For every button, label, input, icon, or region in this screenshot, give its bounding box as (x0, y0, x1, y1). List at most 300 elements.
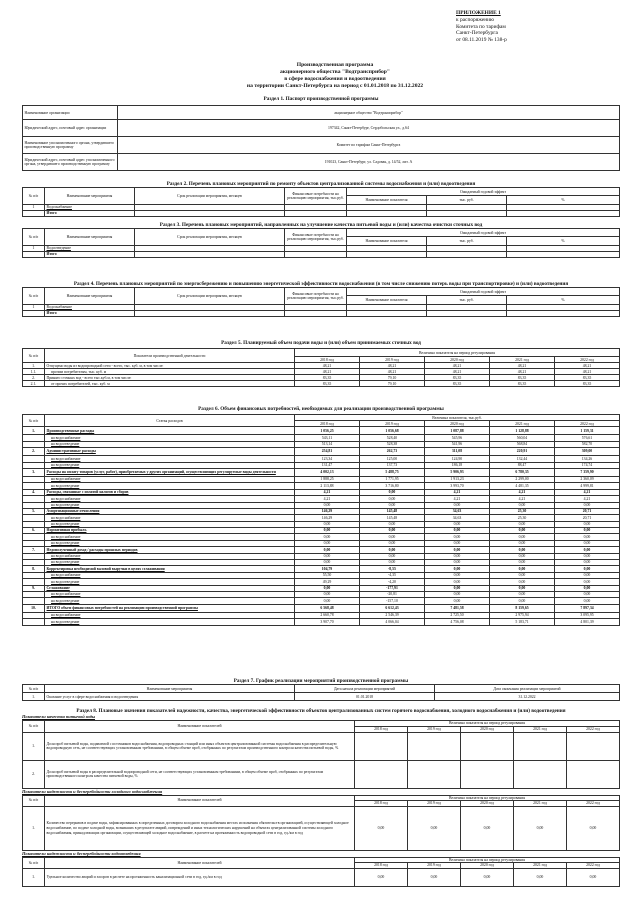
row-value: 2 113,88 (295, 483, 360, 489)
year-header: 2021 год (514, 801, 567, 807)
row-value: 0,00 (425, 598, 490, 604)
row-value: 0,00 (490, 540, 555, 546)
row-value: 0,00 (360, 540, 425, 546)
row-value: 4 801,39 (555, 619, 620, 625)
row-value: 568,84 (490, 441, 555, 447)
row-value: 0,00 (555, 598, 620, 604)
row-value: 25,30 (490, 515, 555, 521)
row-value: 2 299,00 (490, 476, 555, 482)
row-name: Административные расходы (45, 448, 295, 456)
year-header: 2019 год (408, 863, 461, 869)
row-num: 10. (23, 604, 45, 612)
year-header: 2019 год (360, 357, 425, 363)
row-value: 528,40 (360, 435, 425, 441)
row-value: 48,21 (425, 363, 490, 369)
row-value: 262,73 (360, 448, 425, 456)
row-value (567, 760, 620, 788)
row-name: на водоотведение (45, 483, 295, 489)
row-value: -4,35 (360, 572, 425, 578)
row-name: на водоотведение (45, 579, 295, 585)
header-effect: Ожидаемый годовой эффект (347, 188, 620, 196)
header-period: Срок реализации мероприятия, месяцев (135, 188, 285, 205)
row-value: 123,34 (295, 456, 360, 462)
row-value: 0,00 (555, 528, 620, 534)
row-value: 48,21 (360, 363, 425, 369)
row-value: 0,00 (425, 521, 490, 527)
year-header: 2020 год (425, 357, 490, 363)
row-value: 0,00 (408, 868, 461, 886)
row-value: 132,44 (490, 456, 555, 462)
row-value (355, 732, 408, 760)
row-name: Расходы на оплату товаров (услуг, работ), приобретаемых у других организаций, осуществляющих регулируемые виды деятельности (45, 468, 295, 476)
year-header: 2022 год (567, 863, 620, 869)
row-name: Принято сточных вод - всего тыс.куб.м, в том числе: (45, 375, 295, 381)
passport-row (23, 120, 620, 137)
row-name: на водоотведение (45, 598, 295, 604)
row-name: Сглаживание (45, 585, 295, 591)
row-value (514, 732, 567, 760)
row-value: 7 481,58 (425, 604, 490, 612)
row-rub (427, 311, 507, 317)
row-value: 49,29 (295, 579, 360, 585)
row-value: 6 612,43 (360, 604, 425, 612)
header-name: Наименование мероприятия (45, 188, 135, 205)
row-period (135, 211, 285, 217)
row-value: 0,00 (567, 806, 620, 850)
year-header: 2022 год (555, 357, 620, 363)
row-name: Итого (45, 252, 135, 258)
row-period (135, 252, 285, 258)
row-value: 0,00 (555, 553, 620, 559)
row-value: 0,00 (555, 547, 620, 553)
row-value: 0,00 (555, 585, 620, 591)
row-value: 1 913,23 (425, 476, 490, 482)
row-num: 5. (23, 508, 45, 514)
row-value: 3 095,95 (555, 612, 620, 618)
row-value: 20,71 (555, 508, 620, 514)
header-num: № п/п (23, 349, 45, 363)
section-indicators (22, 708, 620, 887)
row-value: 0,00 (360, 528, 425, 534)
indicator-row (23, 760, 620, 788)
row-num: 1 (23, 205, 45, 211)
header-name: Наименование показателей (45, 795, 355, 806)
schedule-row (23, 693, 620, 701)
section-energy-measures (22, 281, 620, 317)
row-name: Удельное количество аварий и засоров в расчете на протяженность канализационной сети в год, ед./км в год (45, 868, 355, 886)
row-value: 2 546,39 (360, 612, 425, 618)
row-value: 0,00 (490, 579, 555, 585)
row-value: 545,96 (425, 435, 490, 441)
row-value: 0,00 (514, 806, 567, 850)
row-value: 5 906,93 (425, 468, 490, 476)
row-name: Итого (45, 311, 135, 317)
row-value: 7 897,34 (555, 604, 620, 612)
row-num: 2. (23, 375, 45, 381)
row-value: 134,26 (555, 456, 620, 462)
header-name: Наименование мероприятия (45, 229, 135, 246)
passport-value: акционерное общество "Водтрансприбор" (118, 106, 620, 120)
row-num: 1. (23, 732, 45, 760)
row-value: 2 660,78 (295, 612, 360, 618)
row-value: 0,00 (360, 521, 425, 527)
row-value (514, 760, 567, 788)
row-value: 0,00 (490, 566, 555, 572)
row-value: 0,00 (425, 579, 490, 585)
header-values: Величина показателя на период регулирования (355, 795, 620, 801)
header-values: Величина показателя на период регулирования (295, 349, 620, 357)
year-header: 2018 год (295, 421, 360, 427)
row-value: 1 888,25 (295, 476, 360, 482)
year-header: 2022 год (555, 421, 620, 427)
header-name: Наименование показателей (45, 857, 355, 868)
row-num (23, 619, 45, 625)
row-name: Корректировка необходимой валовой выручки в целях сглаживания (45, 566, 295, 572)
passport-label: Наименование уполномоченного органа, утвердившего производственную программу (23, 137, 118, 154)
title-line: в сфере водоснабжения и водоотведения (284, 76, 386, 82)
section-finance (22, 406, 620, 626)
section-heading: Раздел 7. График реализации мероприятий производственной программы (233, 678, 409, 684)
row-value (567, 732, 620, 760)
row-name: на водоснабжение (45, 456, 295, 462)
row-name: Итого (45, 211, 135, 217)
row-name: на водоотведение (45, 619, 295, 625)
row-value: 48,21 (490, 363, 555, 369)
year-header: 2019 год (408, 727, 461, 733)
row-num: 4. (23, 489, 45, 495)
indicator-group-title: Показатели надежности и бесперебойности водоотведения (22, 850, 141, 856)
row-value: 0,00 (555, 560, 620, 566)
row-value: 48,21 (295, 363, 360, 369)
row-num: 1. (23, 427, 45, 435)
row-value: 0,00 (295, 502, 360, 508)
year-header: 2020 год (425, 421, 490, 427)
row-value: 0,00 (425, 566, 490, 572)
measure-row (23, 252, 620, 258)
row-value: 0,00 (555, 579, 620, 585)
row-value (355, 760, 408, 788)
row-value (461, 732, 514, 760)
row-name: на водоснабжение (45, 515, 295, 521)
row-value: 137,73 (360, 462, 425, 468)
header-indicator: Наименование показателя (347, 196, 427, 205)
row-value: 34,63 (425, 508, 490, 514)
row-name: Амортизационные отчисления (45, 508, 295, 514)
row-value: 0,00 (425, 547, 490, 553)
row-value: 0,00 (360, 560, 425, 566)
header-effect: Ожидаемый годовой эффект (347, 288, 620, 296)
header-need: Финансовые потребности на реализацию мероприятия, тыс.руб. (285, 229, 347, 246)
row-value: 3 993,70 (425, 483, 490, 489)
row-value: 146,29 (295, 515, 360, 521)
row-value: 0,00 (360, 553, 425, 559)
header-num: № п/п (23, 188, 45, 205)
volume-table (22, 348, 620, 387)
row-value: 4,21 (490, 489, 555, 495)
row-value: 1 128,88 (490, 427, 555, 435)
row-period (135, 311, 285, 317)
row-name: на водоотведение (45, 521, 295, 527)
year-header: 2018 год (355, 863, 408, 869)
row-num: 3. (23, 468, 45, 476)
row-value: 0,00 (425, 534, 490, 540)
row-name: Недополученный доход / расходы прошлых периодов (45, 547, 295, 553)
row-value: 48,21 (425, 369, 490, 375)
row-value: 0,00 (567, 868, 620, 886)
row-value: 513,14 (295, 441, 360, 447)
row-value: 4 066,04 (360, 619, 425, 625)
row-num: 2.1. (23, 381, 45, 387)
row-value: 560,04 (490, 435, 555, 441)
row-num: 8. (23, 566, 45, 572)
row-name: Водоотведение (45, 246, 135, 252)
indicator-table (22, 720, 620, 788)
row-value: 6 568,48 (295, 604, 360, 612)
row-value: 0,00 (425, 572, 490, 578)
row-value: 88,47 (490, 462, 555, 468)
header-need: Финансовые потребности на реализацию мероприятия, тыс.руб. (285, 288, 347, 305)
row-value: 0,00 (555, 502, 620, 508)
row-value: 0,00 (295, 592, 360, 598)
row-value: 0,00 (490, 502, 555, 508)
document-title (30, 62, 640, 90)
row-value: 4,21 (555, 489, 620, 495)
row-value: 4,21 (295, 496, 360, 502)
header-percent: % (507, 296, 620, 305)
row-value: 4 999,81 (555, 483, 620, 489)
row-value: 0,00 (408, 806, 461, 850)
row-value: 3 716,80 (360, 483, 425, 489)
row-value: 83,35 (425, 381, 490, 387)
row-value: 0,00 (295, 540, 360, 546)
row-value: 5 488,75 (360, 468, 425, 476)
row-value: 0,00 (425, 540, 490, 546)
passport-value: 191023, Санкт-Петербург, ул. Садовая, д. 14/52, лит. А (118, 154, 620, 171)
header-percent: % (507, 196, 620, 205)
row-num: 1. (23, 693, 45, 701)
section-passport (22, 96, 620, 171)
row-need (285, 211, 347, 217)
indicator-row (23, 806, 620, 850)
header-name: Наименование мероприятия (45, 288, 135, 305)
row-value (461, 760, 514, 788)
appendix-line: к распоряжению (456, 16, 495, 23)
row-value: -177,91 (360, 585, 425, 591)
header-num: № п/п (23, 415, 45, 427)
finance-row (23, 448, 620, 456)
row-name: от прочих потребителей, тыс. куб. м (45, 381, 295, 387)
header-rub: тыс. руб. (427, 196, 507, 205)
appendix-line: Санкт-Петербурга (456, 30, 498, 37)
row-value: 0,00 (490, 528, 555, 534)
header-num: № п/п (23, 721, 45, 732)
row-name: на водоснабжение (45, 592, 295, 598)
row-value: 4 756,08 (425, 619, 490, 625)
row-name: Доля проб питьевой воды, подаваемой с источников водоснабжения, водопроводных станций или иных объектов централизованной системы водоснабжения в распределительную водопроводную сеть, не соответствующих установленным требованиям, в общем объеме проб, отобранных по результатам производственного контроля качества питьевой воды, % (45, 732, 355, 760)
row-value: 4,21 (425, 496, 490, 502)
header-rub: тыс. руб. (427, 296, 507, 305)
row-start: 01.01.2018 (295, 693, 435, 701)
row-num: 1 (23, 246, 45, 252)
header-end: Дата окончания реализации мероприятий (435, 685, 620, 693)
row-value: 0,00 (490, 585, 555, 591)
header-name: Статья расходов (45, 415, 295, 427)
row-value: 131,47 (295, 462, 360, 468)
row-name: на водоотведение (45, 540, 295, 546)
year-header: 2018 год (355, 727, 408, 733)
row-num: 2. (23, 448, 45, 456)
row-value: 174,74 (555, 462, 620, 468)
measure-row (23, 311, 620, 317)
row-value: 0,00 (295, 560, 360, 566)
section-heading: Раздел 3. Перечень плановых мероприятий, направленных на улучшение качества питьевой воды и (или) качества очистки сточных вод (159, 222, 483, 228)
row-name: на водоснабжение (45, 572, 295, 578)
row-name: Количество перерывов в подаче воды, зафиксированных в определенных договором холодного водоснабжения местах исполнения обязательств организацией, осуществляющей холодное водоснабжение, по подаче холодной воды, возникших в результате аварий, повреждений и иных технологических нарушений на объектах централизованной системы холодного водоснабжения, принадлежащих организации, осуществляющей холодное водоснабжение, в расчете на протяженность водопроводной сети в год, ед./км в год (45, 806, 355, 850)
row-value: 7 359,90 (555, 468, 620, 476)
header-num: № п/п (23, 685, 45, 693)
title-line: на территории Санкт-Петербурга на период с 01.01.2018 по 31.12.2022 (246, 83, 424, 89)
row-value: 0,00 (355, 806, 408, 850)
section-heading: Раздел 6. Объем финансовых потребностей, необходимых для реализации производственной программы (198, 406, 444, 412)
row-value: -8,55 (360, 566, 425, 572)
row-value: 2 360,09 (555, 476, 620, 482)
header-name: Наименование мероприятия (45, 685, 295, 693)
row-value: 0,00 (490, 547, 555, 553)
row-value: 576,61 (555, 435, 620, 441)
row-value: 0,00 (490, 553, 555, 559)
row-num: 1. (23, 806, 45, 850)
row-value: 220,91 (490, 448, 555, 456)
year-header: 2021 год (514, 727, 567, 733)
finance-row (23, 604, 620, 612)
volume-row (23, 381, 620, 387)
row-value: 0,00 (295, 534, 360, 540)
header-start: Дата начала реализации мероприятий (295, 685, 435, 693)
row-value: -4,20 (360, 579, 425, 585)
row-value: 0,00 (461, 868, 514, 886)
row-name: на водоснабжение (45, 534, 295, 540)
row-value: 145,48 (360, 515, 425, 521)
row-value: 0,00 (490, 560, 555, 566)
section-repair-measures (22, 181, 620, 217)
row-name: на водоснабжение (45, 553, 295, 559)
row-num (23, 211, 45, 217)
indicator-group-title: Показатели надежности и бесперебойности холодного водоснабжения (22, 788, 163, 794)
header-name: Показатели производственной деятельности (45, 349, 295, 363)
energy-table (22, 287, 620, 316)
passport-row (23, 137, 620, 154)
row-value: 4 481,35 (490, 483, 555, 489)
row-value: 1 056,25 (295, 427, 360, 435)
title-line: Производственная программа (296, 62, 374, 68)
row-name: Оказание услуг в сфере водоснабжения и водоотведения (45, 693, 295, 701)
row-value (408, 732, 461, 760)
row-value: 0,00 (360, 547, 425, 553)
row-value: 582,70 (555, 441, 620, 447)
row-value: 145,48 (360, 508, 425, 514)
row-percent (507, 311, 620, 317)
row-value: 83,35 (490, 375, 555, 381)
row-name: на водоотведение (45, 560, 295, 566)
row-value: 541,96 (425, 441, 490, 447)
header-values: Величина показателя, тыс.руб. (295, 415, 620, 421)
row-value: 4,21 (425, 489, 490, 495)
row-value: 311,08 (425, 448, 490, 456)
finance-row (23, 468, 620, 476)
appendix-title: ПРИЛОЖЕНИЕ 1 (456, 10, 501, 16)
row-indicator (347, 311, 427, 317)
row-value: 1 087,88 (425, 427, 490, 435)
row-value: 0,00 (555, 572, 620, 578)
header-num: № п/п (23, 288, 45, 305)
section-heading: Раздел 1. Паспорт производственной программы (263, 96, 379, 102)
row-value: 0,00 (295, 547, 360, 553)
row-value: 4,21 (490, 496, 555, 502)
row-value: 124,90 (425, 456, 490, 462)
passport-row (23, 106, 620, 120)
row-value: 125,00 (360, 456, 425, 462)
row-name: на водоснабжение (45, 612, 295, 618)
row-value: 83,35 (295, 381, 360, 387)
row-value: 0,00 (555, 566, 620, 572)
row-value: 2 725,50 (425, 612, 490, 618)
row-value: 0,00 (490, 534, 555, 540)
finance-row (23, 619, 620, 625)
row-value: 0,00 (295, 553, 360, 559)
year-header: 2018 год (355, 801, 408, 807)
header-indicator: Наименование показателя (347, 237, 427, 246)
row-end: 31.12.2022 (435, 693, 620, 701)
row-name: Нормативная прибыль (45, 528, 295, 534)
row-name: прочим потребителям, тыс. куб. м (45, 369, 295, 375)
year-header: 2022 год (567, 801, 620, 807)
section-heading: Раздел 8. Плановые значения показателей надежности, качества, энергетической эффективности объектов централизованных систем горячего водоснабжения, холодного водоснабжения и (или) водоотведения (76, 708, 566, 714)
row-num (23, 311, 45, 317)
row-value: 254,81 (295, 448, 360, 456)
section-heading: Раздел 5. Планируемый объем подачи воды и (или) объем принимаемых сточных вод (221, 340, 421, 346)
header-effect: Ожидаемый годовой эффект (347, 229, 620, 237)
appendix-line: от 08.11.2019 № 138-р (456, 37, 507, 44)
section-schedule (22, 678, 620, 701)
row-rub (427, 252, 507, 258)
row-value: 0,00 (490, 598, 555, 604)
row-value: 48,21 (555, 363, 620, 369)
indicator-groups (22, 714, 620, 887)
row-value: 0,00 (555, 592, 620, 598)
row-value: 0,00 (425, 560, 490, 566)
row-name: на водоснабжение (45, 476, 295, 482)
row-value: 0,00 (360, 534, 425, 540)
row-value: 186,18 (425, 462, 490, 468)
row-value: 4,21 (295, 489, 360, 495)
header-rub: тыс. руб. (427, 237, 507, 246)
row-value: 83,35 (425, 375, 490, 381)
passport-label: Юридический адрес, почтовый адрес уполномоченного органа, утвердившего производственную программу (23, 154, 118, 171)
row-value: 1 159,31 (555, 427, 620, 435)
row-need (285, 252, 347, 258)
header-num: № п/п (23, 857, 45, 868)
row-value: 2 975,94 (490, 612, 555, 618)
row-value: 146,29 (295, 508, 360, 514)
row-value: 0,00 (425, 528, 490, 534)
passport-value: Комитет по тарифам Санкт-Петербурга (118, 137, 620, 154)
title-line: акционерного общества "Водтрансприбор" (279, 69, 391, 75)
passport-label: Наименование организации (23, 106, 118, 120)
header-num: № п/п (23, 229, 45, 246)
row-num: 1 (23, 305, 45, 311)
row-num: 7. (23, 547, 45, 553)
row-value: 0,00 (555, 534, 620, 540)
